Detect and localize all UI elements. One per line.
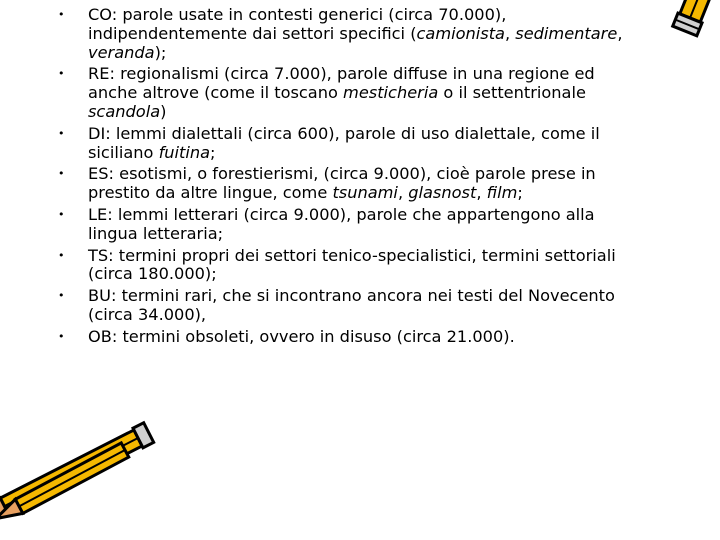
example-word: tsunami — [332, 183, 398, 203]
item-code: DI — [88, 123, 106, 143]
example-word: veranda — [88, 42, 155, 62]
example-word: film — [486, 183, 518, 203]
list-item — [58, 125, 648, 163]
bullet-icon: • — [58, 67, 65, 81]
item-text: , — [504, 23, 516, 43]
item-code: ES — [88, 164, 109, 184]
example-word: sedimentare — [515, 23, 618, 43]
bullet-icon: • — [58, 126, 65, 140]
pencil-icon-bottom-left-second — [0, 440, 140, 540]
example-word: mesticheria — [343, 83, 439, 103]
item-text: , — [476, 183, 487, 203]
item-text: : termini obsoleti, ovvero in disuso (circa 21.000). — [111, 326, 515, 346]
bullet-icon: • — [58, 289, 65, 303]
item-code: BU — [88, 286, 111, 306]
item-text: : lemmi dialettali (circa 600), parole di uso dialettale, come il siciliano — [88, 123, 600, 162]
item-text: : esotismi, o forestierismi, (circa 9.000), cioè parole prese in prestito da altre lingue, come — [88, 164, 596, 203]
example-word: glasnost — [408, 183, 477, 203]
item-text: ; — [210, 142, 216, 162]
list-item — [58, 6, 648, 62]
item-code: CO — [88, 5, 112, 24]
example-word: camionista — [416, 23, 505, 43]
item-text: , — [397, 183, 409, 203]
item-code: TS — [88, 245, 109, 265]
bullet-icon: • — [58, 248, 65, 262]
list-item — [58, 165, 648, 203]
item-text: : termini propri dei settori tenico-specialistici, termini settoriali (circa 180.000); — [88, 245, 616, 284]
list-item — [58, 328, 648, 347]
definition-list — [58, 6, 648, 350]
item-text: o il settentrionale — [438, 83, 586, 103]
item-code: RE — [88, 64, 110, 84]
item-code: OB — [88, 326, 112, 346]
example-word: fuitina — [158, 142, 211, 162]
bullet-icon: • — [58, 329, 65, 343]
item-text: : lemmi letterari (circa 9.000), parole che appartengono alla lingua letteraria; — [88, 204, 595, 243]
item-text: , — [617, 23, 623, 43]
list-item — [58, 287, 648, 325]
list-item — [58, 206, 648, 244]
item-code: LE — [88, 204, 108, 224]
bullet-icon: • — [58, 207, 65, 221]
pencil-icon-top-right — [590, 0, 720, 330]
bullet-icon: • — [58, 8, 65, 21]
bullet-icon: • — [58, 167, 65, 181]
item-text: : termini rari, che si incontrano ancora nei testi del Novecento (circa 34.000), — [88, 286, 615, 324]
item-text: ) — [160, 101, 167, 121]
item-text: : parole usate in contesti generici (circa 70.000), indipendentemente dai settori specifici ( — [88, 5, 507, 43]
list-item — [58, 65, 648, 121]
list-item — [58, 247, 648, 285]
item-text: ); — [154, 42, 167, 62]
item-text: : regionalismi (circa 7.000), parole diffuse in una regione ed anche altrove (come il toscano — [88, 64, 595, 103]
item-text: ; — [517, 183, 523, 203]
example-word: scandola — [88, 101, 161, 121]
